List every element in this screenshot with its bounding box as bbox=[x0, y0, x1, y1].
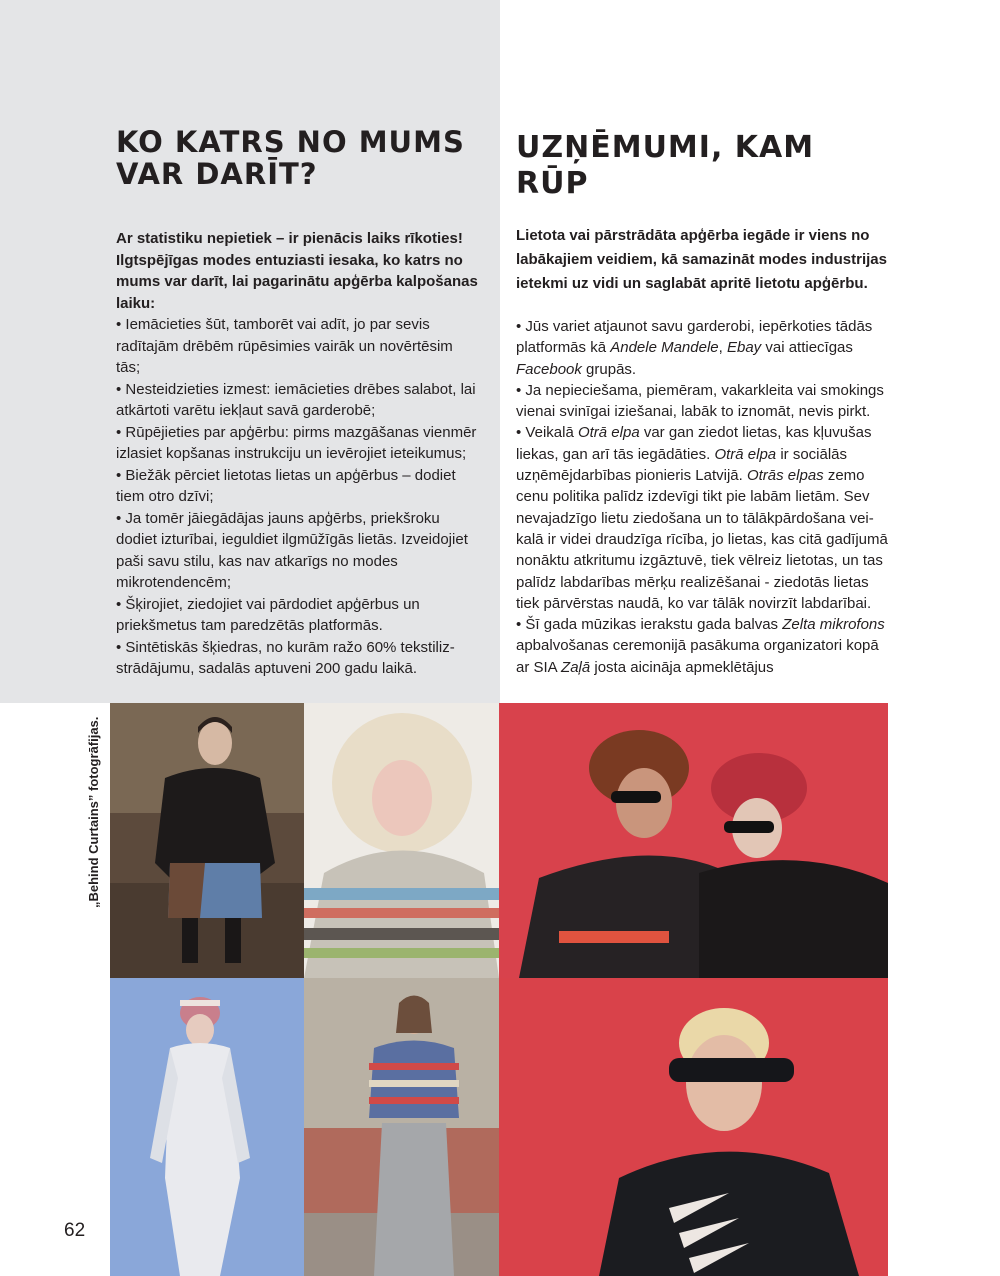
tip-item: • Šķirojiet, ziedojiet vai pārdodiet apģērbus un priekšmetus tam paredzētās platformās. bbox=[116, 595, 420, 634]
company-item-platforms: • Jūs variet atjaunot savu garderobi, iepērkoties tādās platformās kā Andele Mandele, Ebay vai attiecīgas Facebook grupās. bbox=[516, 318, 873, 378]
company-item-rental: • Ja nepieciešama, piemēram, vakarkleita vai smokings vienai svinīgai iziešanai, labāk to iznomāt, nevis pirkt. bbox=[516, 381, 884, 421]
zelta-mikrofons-name: Zelta mikrofons bbox=[782, 616, 885, 634]
page-number: 62 bbox=[64, 1220, 86, 1241]
company-item-otra-elpa: • Veikalā Otrā elpa var gan ziedot lietas, kas kļuvušas liekas, gan arī tās iegādāties. Otrā elpa ir sociālās uzņēmējdarbības pionieris Latvijā. Otrās elpas zemo cenu politika palīdz izdevīgi tikt pie labām lietām. Sev nevajadzīgo lietu ziedošana un to tālākpārdošana veikalā ir videi draudzīga rīcība, jo lietas, kas citā gadījumā nonāktu atkritumu izgāztuvē, tiek vēlreiz lietotas, un tas palīdz labdarības mērķu realizēšanai - ziedotās lietas tiek pārvērstas naudā, ko var tālāk novirzīt labdarībai. bbox=[516, 424, 888, 612]
left-heading-line2: VAR DARĪT? bbox=[116, 157, 318, 191]
tip-item: • Iemācieties šūt, tamborēt vai adīt, jo par sevis radītajām drēbēm rūpēsimies vairāk un novērtēsim tās; bbox=[116, 316, 453, 376]
photo-caption: „Behind Curtains” fotogrāfijas. bbox=[86, 716, 101, 908]
tip-item: • Sintētiskās šķiedras, no kurām ražo 60% tekstilizstrādājumu, sadalās aptuveni 200 gadu laikā. bbox=[116, 638, 455, 677]
tip-item: • Biežāk pērciet lietotas lietas un apģērbus – dodiet tiem otro dzīvi; bbox=[116, 466, 456, 505]
photo-blonde-knit-sweater bbox=[304, 703, 499, 978]
left-intro: Ar statistiku nepietiek – ir pienācis laiks rīkoties! Ilgtspējīgas modes entuziasti iesaka, ko katrs no mums var darīt, lai pagarinātu apģērba kalpošanas laiku: bbox=[116, 230, 478, 312]
right-heading: UZŅĒMUMI, KAM RŪP bbox=[516, 130, 815, 201]
right-intro: Lietota vai pārstrādāta apģērba iegāde ir viens no labākajiem veidiem, kā samazināt modes industrijas ietekmi uz vidi un saglabāt apritē lietotu apģērbu. bbox=[516, 227, 887, 292]
tips-list bbox=[116, 314, 478, 680]
tip-item: • Ja tomēr jāiegādājas jauns apģērbs, priekšroku dodiet izturībai, ieguldiet ilgmūžīgās lietās. Izveidojiet paši savu stilu, kas nav atkarīgs no modes mikrotendencēm; bbox=[116, 509, 468, 591]
photo-lace-outfit-bucket-hat bbox=[110, 978, 304, 1276]
otra-elpa-name: Otrā elpa bbox=[714, 445, 777, 463]
photo-man-leather-jacket bbox=[110, 703, 304, 978]
left-column bbox=[116, 126, 478, 680]
ebay-name: Ebay bbox=[726, 339, 762, 357]
otra-elpa-name: Otrās elpas bbox=[746, 467, 824, 485]
companies-list bbox=[516, 316, 894, 678]
facebook-name: Facebook bbox=[516, 360, 582, 378]
zala-josta-name: Zaļā bbox=[561, 658, 591, 676]
company-item-zelta-mikrofons: • Šī gada mūzikas ierakstu gada balvas Zelta mikrofons apbalvošanas ceremonijā pasākuma organizatori kopā ar SIA Zaļā josta aicināja apmeklētājus bbox=[516, 616, 885, 676]
photo-crochet-hats-duo bbox=[499, 703, 888, 978]
right-column bbox=[516, 130, 894, 678]
photo-sunglasses-slashed-jacket bbox=[499, 978, 888, 1276]
tip-item: • Nesteidzieties izmest: iemācieties drēbes salabot, lai atkārtoti varētu iekļaut savā garderobē; bbox=[116, 380, 476, 419]
left-heading bbox=[116, 126, 478, 190]
photo-striped-sweater-street bbox=[304, 978, 499, 1276]
otra-elpa-name: Otrā elpa bbox=[577, 424, 640, 442]
andele-mandele-name: Andele Mandele bbox=[610, 339, 719, 357]
left-heading-line1: KO KATRS NO MUMS bbox=[116, 125, 465, 159]
tip-item: • Rūpējieties par apģērbu: pirms mazgāšanas vienmēr izlasiet kopšanas instrukciju un ievērojiet ieteikumus; bbox=[116, 423, 477, 462]
